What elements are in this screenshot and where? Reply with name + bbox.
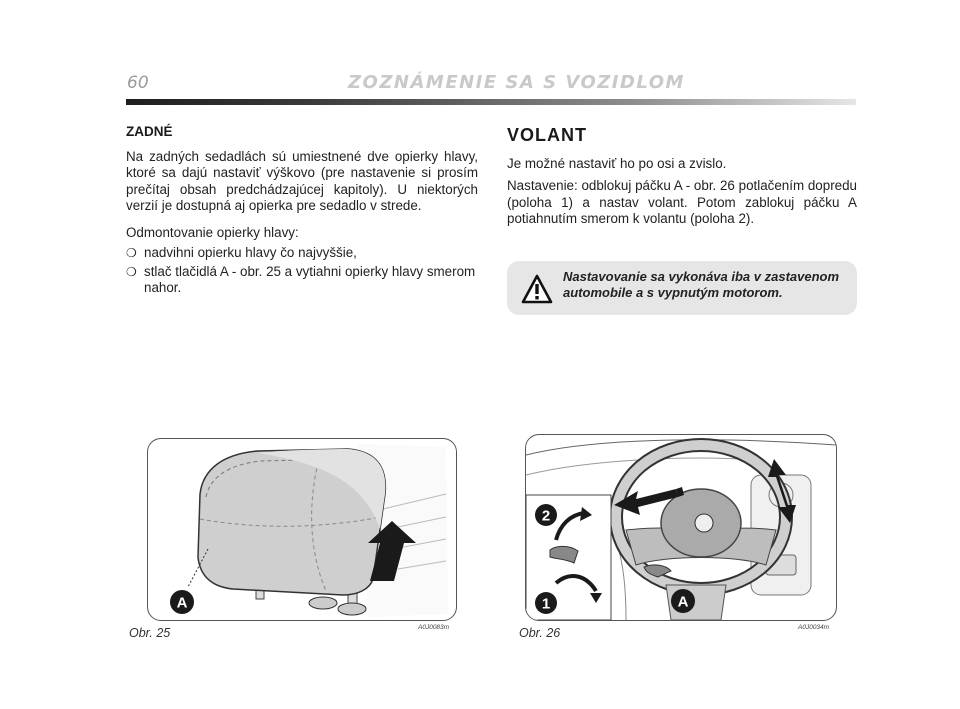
headrest-illustration	[148, 439, 456, 620]
warning-triangle-icon	[521, 274, 553, 304]
header-divider	[126, 99, 856, 105]
figure-26-code: A0J0034m	[798, 624, 830, 631]
steering-wheel-illustration	[526, 435, 836, 620]
removal-intro: Odmontovanie opierky hlavy:	[126, 224, 299, 240]
list-item	[126, 264, 478, 297]
rear-headrests-heading: ZADNÉ	[126, 124, 173, 139]
list-item-text: stlač tlačidlá A - obr. 25 a vytiahni opierky hlavy smerom nahor.	[144, 263, 476, 295]
list-item	[126, 245, 478, 262]
steering-adjustment-paragraph: Nastavenie: odblokuj páčku A - obr. 26 potlačením dopredu (poloha 1) a nastav volant. Potom zablokuj páčku A potiahnutím smerom k volantu (poloha 2).	[507, 178, 857, 226]
section-title: ZOZNÁMENIE SA S VOZIDLOM	[348, 72, 685, 93]
right-column	[507, 127, 857, 238]
callout-a-label: A	[176, 594, 188, 612]
steering-wheel-heading: VOLANT	[507, 125, 587, 145]
callout-a-label: A	[677, 593, 689, 611]
figure-26-caption: Obr. 26	[519, 626, 561, 640]
warning-text: Nastavovanie sa vykonáva iba v zastavenom automobile a s vypnutým motorom.	[563, 269, 840, 300]
figure-25-headrest	[147, 438, 457, 621]
figure-26-steering-wheel	[525, 434, 837, 621]
bullet-circle-icon: ❍	[126, 264, 137, 279]
figure-25-code: A0J0083m	[418, 624, 450, 631]
page-number: 60	[127, 73, 149, 93]
callout-1-label: 1	[541, 595, 551, 613]
left-column	[126, 124, 478, 299]
callout-2-label: 2	[541, 507, 551, 525]
rear-headrests-paragraph: Na zadných sedadlách sú umiestnené dve opierky hlavy, ktoré sa dajú nastaviť výškovo (pre nastavenie si prosím prečítaj obsah predchádzajúcej kapitoly). U niektorých verzií je dostupná aj opierka pre sedadlo v strede.	[126, 148, 478, 213]
bullet-circle-icon: ❍	[126, 246, 137, 260]
figure-25-caption: Obr. 25	[129, 626, 171, 640]
steering-intro: Je možné nastaviť ho po osi a zvislo.	[507, 155, 727, 171]
warning-box	[507, 261, 857, 315]
list-item-text: nadvihni opierku hlavy čo najvyššie,	[144, 245, 357, 260]
